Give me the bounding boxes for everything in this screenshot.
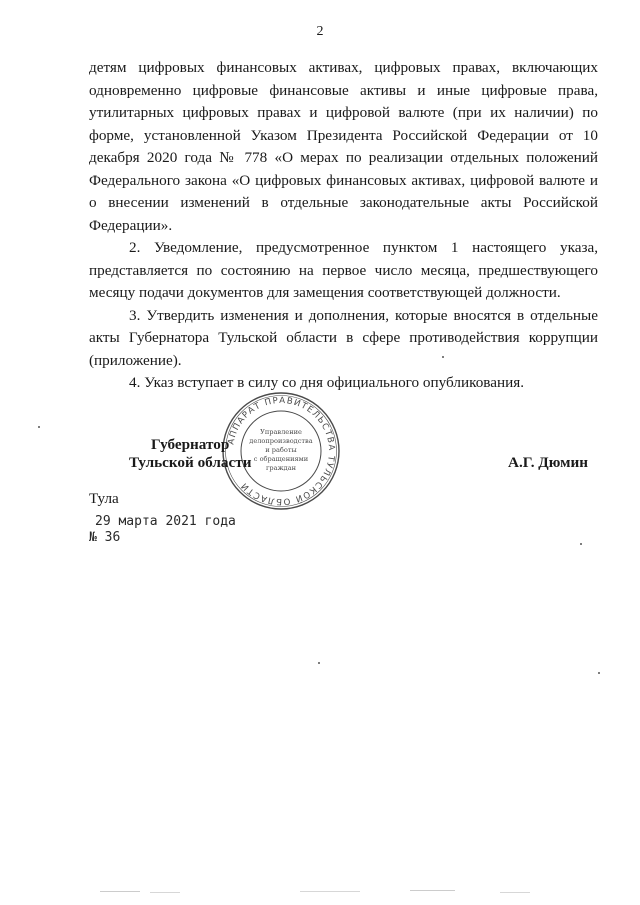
seal-ring-text: АППАРАТ ПРАВИТЕЛЬСТВА ТУЛЬСКОЙ ОБЛАСТИ bbox=[226, 395, 337, 507]
paragraph-2: 2. Уведомление, предусмотренное пунктом 1 настоящего указа, представляется по состоянию на первое число месяца, предшествующего месяцу подачи документов для замещения соответствующей должности. bbox=[89, 239, 598, 301]
body-text bbox=[89, 57, 598, 395]
decree-date: 29 марта 2021 года bbox=[95, 514, 236, 529]
seal-center-line: граждан bbox=[265, 464, 297, 472]
scan-speck bbox=[442, 356, 444, 358]
scan-speck bbox=[580, 543, 582, 545]
decree-number: № 36 bbox=[89, 530, 121, 545]
scan-speck bbox=[318, 662, 320, 664]
scan-speck bbox=[38, 426, 40, 428]
paragraph-continuation: детям цифровых финансовых активах, цифровых правах, включающих одновременно цифровые финансовые активы и иные цифровые права, утилитарных цифровых правах и цифровой валюте (при их наличии) по форме, установленной Указом Президента Российской Федерации от 10 декабря 2020 года № 778 «О мерах по реализации отдельных положений Федерального закона «О цифровых финансовых активах, цифровой валюте и о внесении изменений в отдельные законодательные акты Российской Федерации». bbox=[89, 59, 598, 234]
seal-center-line: делопроизводства bbox=[249, 437, 313, 445]
scan-speck bbox=[598, 672, 600, 674]
seal-center-line: Управление bbox=[260, 428, 302, 436]
place-of-signing: Тула bbox=[89, 490, 119, 507]
signature-name: А.Г. Дюмин bbox=[508, 454, 589, 471]
paragraph-3: 3. Утвердить изменения и дополнения, которые вносятся в отдельные акты Губернатора Тульской области в сфере противодействия коррупции (приложение). bbox=[89, 306, 598, 369]
seal-center-line: с обращениями bbox=[253, 455, 309, 463]
scan-noise-strip bbox=[0, 888, 640, 898]
page-number: 2 bbox=[316, 24, 324, 39]
paragraph-4: 4. Указ вступает в силу со дня официального опубликования. bbox=[129, 374, 525, 391]
seal-center-line: и работы bbox=[265, 446, 297, 454]
signature-title-line2: Тульской области bbox=[129, 454, 252, 471]
signature-title-line1: Губернатор bbox=[151, 436, 230, 453]
official-seal bbox=[220, 390, 342, 512]
